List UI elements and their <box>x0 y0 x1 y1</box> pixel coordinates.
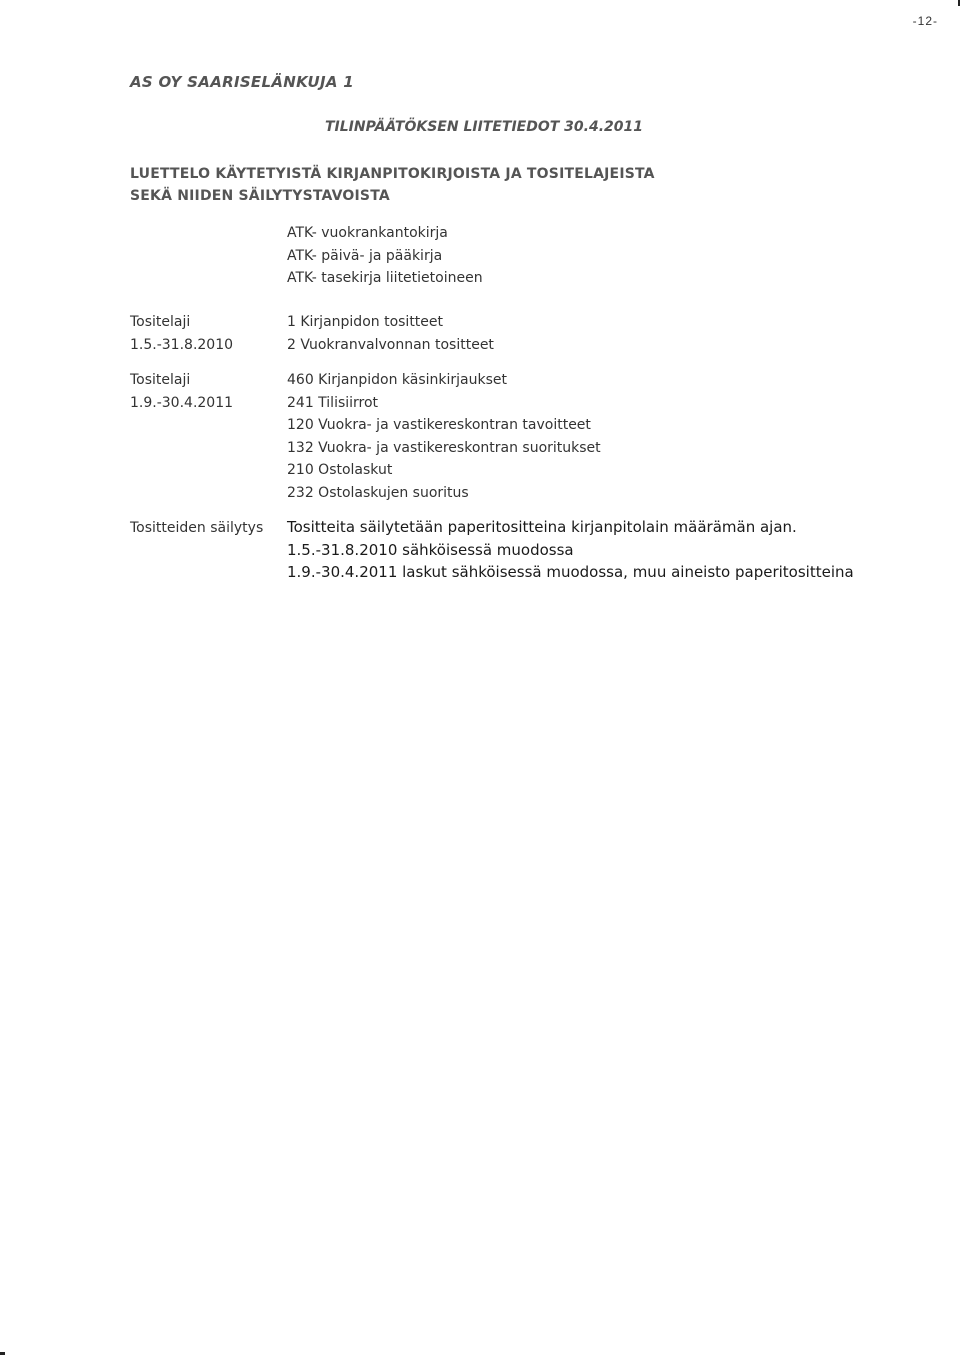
voucher-period-1-items <box>287 311 494 356</box>
voucher-period-date: 1.9.-30.4.2011 <box>130 394 234 411</box>
voucher-item: 132 Vuokra- ja vastikereskontran suoritukset <box>287 439 601 456</box>
voucher-type-label: Tositelaji <box>130 372 191 388</box>
voucher-item: 460 Kirjanpidon käsinkirjaukset <box>287 372 507 388</box>
ledger-item: ATK- päivä- ja pääkirja <box>287 247 443 264</box>
voucher-period-1-label <box>130 311 233 356</box>
voucher-type-label: Tositelaji <box>130 314 191 330</box>
voucher-item: 1 Kirjanpidon tositteet <box>287 314 444 330</box>
storage-line: 1.9.-30.4.2011 laskut sähköisessä muodossa, muu aineisto paperitositteina <box>287 563 854 581</box>
voucher-item: 232 Ostolaskujen suoritus <box>287 484 469 501</box>
section-title-line-2: SEKÄ NIIDEN SÄILYTYSTAVOISTA <box>130 188 390 204</box>
storage-line: 1.5.-31.8.2010 sähköisessä muodossa <box>287 540 574 559</box>
storage-label: Tositteiden säilytys <box>130 520 264 536</box>
storage-description <box>287 516 854 584</box>
voucher-item: 2 Vuokranvalvonnan tositteet <box>287 336 494 353</box>
section-title <box>130 163 655 207</box>
page-number: -12- <box>912 14 938 28</box>
section-title-line-1: LUETTELO KÄYTETYISTÄ KIRJANPITOKIRJOISTA JA TOSITELAJEISTA <box>130 166 655 182</box>
company-name: AS OY SAARISELÄNKUJA 1 <box>130 73 355 91</box>
voucher-item: 210 Ostolaskut <box>287 462 393 478</box>
voucher-item: 241 Tilisiirrot <box>287 394 379 411</box>
voucher-item: 120 Vuokra- ja vastikereskontran tavoitteet <box>287 417 591 433</box>
ledger-item: ATK- tasekirja liitetietoineen <box>287 270 483 286</box>
storage-line: Tositteita säilytetään paperitositteina kirjanpitolain määrämän ajan. <box>287 518 797 536</box>
edge-mark <box>0 1352 5 1355</box>
voucher-period-2-label <box>130 369 233 414</box>
document-title: TILINPÄÄTÖKSEN LIITETIEDOT 30.4.2011 <box>325 119 643 135</box>
voucher-period-date: 1.5.-31.8.2010 <box>130 336 234 353</box>
ledger-list <box>287 222 483 290</box>
ledger-item: ATK- vuokrankantokirja <box>287 225 448 241</box>
voucher-period-2-items <box>287 369 601 504</box>
